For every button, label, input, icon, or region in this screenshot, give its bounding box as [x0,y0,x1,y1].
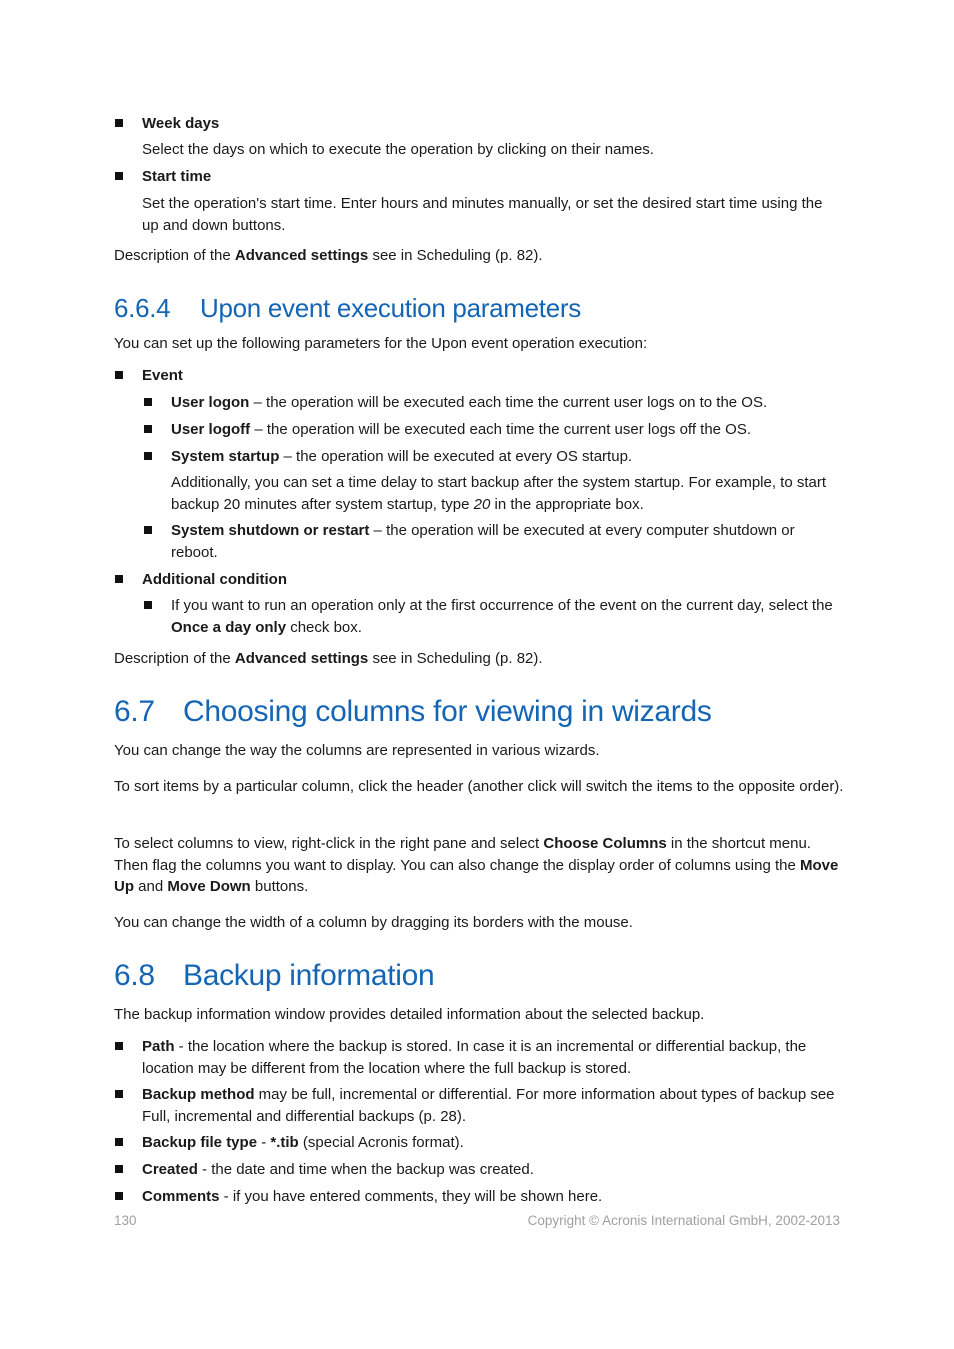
paragraph: You can change the width of a column by dragging its borders with the mouse. [114,914,633,931]
week-days-label: Week days [142,115,220,132]
paragraph: You can change the way the columns are represented in various wizards. [114,742,600,759]
system-startup-note: Additionally, you can set a time delay to start backup after the system startup. For example, to start backup 20 minutes after system startup, type 20 in the appropriate box. [171,474,827,513]
section-heading-6-8: 6.8 Backup information [114,959,435,992]
comments-item: Comments - if you have entered comments, they will be shown here. [142,1188,603,1205]
bullet-icon [115,371,123,379]
bullet-icon [115,1042,123,1050]
section-intro: You can set up the following parameters for the Upon event operation execution: [114,335,648,352]
event-label: Event [142,367,183,384]
user-logoff-item: User logoff – the operation will be executed each time the current user logs off the OS. [171,421,752,438]
bullet-icon [115,119,123,127]
bullet-icon [144,425,152,433]
additional-condition-label: Additional condition [142,571,287,588]
advanced-settings-note: Description of the Advanced settings see in Scheduling (p. 82). [114,247,543,264]
start-time-label: Start time [142,168,212,185]
bullet-icon [115,1138,123,1146]
backup-method-item: Backup method may be full, incremental or differential. For more information about types of backup see Full, incremental and differential backups (p. 28). [142,1086,835,1125]
paragraph: To sort items by a particular column, click the header (another click will switch the items to the opposite order). [114,778,844,795]
created-item: Created - the date and time when the backup was created. [142,1161,534,1178]
section-heading-6-6-4: 6.6.4 Upon event execution parameters [114,293,581,323]
system-shutdown-item: System shutdown or restart – the operation will be executed at every computer shutdown or reboot. [171,522,795,561]
bullet-icon [144,452,152,460]
backup-file-type-item: Backup file type - *.tib (special Acronis format). [142,1134,464,1151]
bullet-icon [144,398,152,406]
paragraph: The backup information window provides detailed information about the selected backup. [114,1006,705,1023]
user-logon-item: User logon – the operation will be executed each time the current user logs on to the OS. [171,394,768,411]
bullet-icon [115,575,123,583]
bullet-icon [115,1165,123,1173]
bullet-icon [115,1192,123,1200]
start-time-description: Set the operation's start time. Enter hours and minutes manually, or set the desired start time using the up and down buttons. [142,195,823,234]
paragraph: To select columns to view, right-click in the right pane and select Choose Columns in the shortcut menu. Then flag the columns you want to display. You can also change the display order of columns using the Move Up and Move Down buttons. [114,835,839,895]
path-item: Path - the location where the backup is stored. In case it is an incremental or differential backup, the location may be different from the location where the full backup is stored. [142,1038,807,1077]
bullet-icon [144,601,152,609]
bullet-icon [115,1090,123,1098]
bullet-icon [115,172,123,180]
system-startup-item: System startup – the operation will be executed at every OS startup. [171,448,633,465]
bullet-icon [144,526,152,534]
week-days-description: Select the days on which to execute the operation by clicking on their names. [142,141,654,158]
once-a-day-item: If you want to run an operation only at the first occurrence of the event on the current day, select the Once a day only check box. [171,597,833,636]
copyright-text: Copyright © Acronis International GmbH, 2002-2013 [527,1213,840,1228]
page-number: 130 [114,1213,137,1228]
section-heading-6-7: 6.7 Choosing columns for viewing in wizards [114,695,712,728]
advanced-settings-note: Description of the Advanced settings see in Scheduling (p. 82). [114,650,543,667]
